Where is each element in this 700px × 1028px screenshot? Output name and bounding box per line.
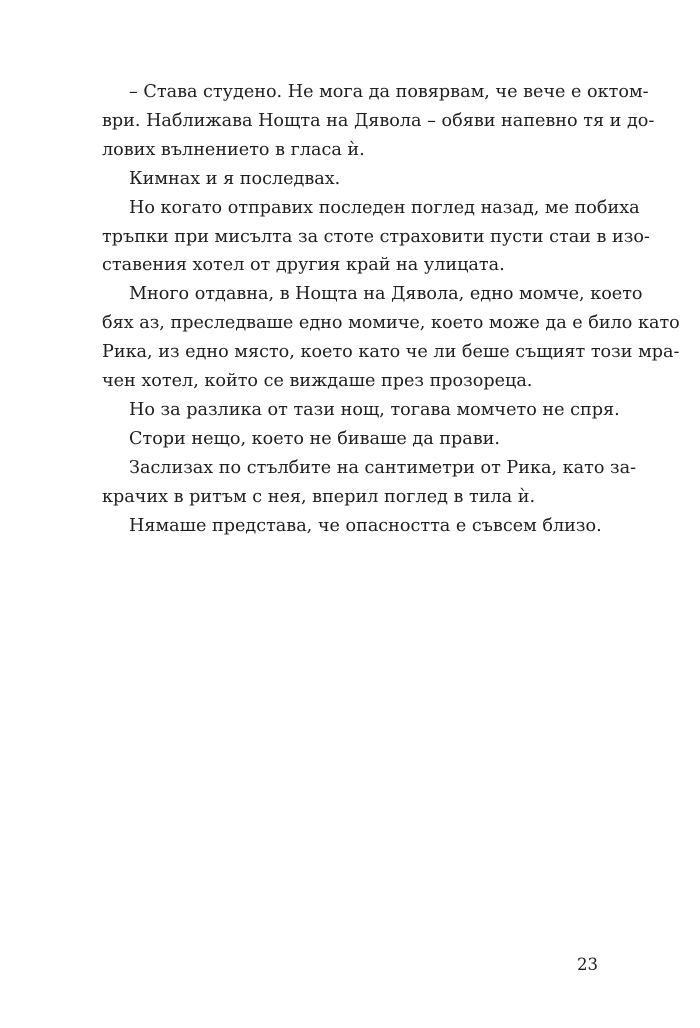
text-line: бях аз, преследваше едно момиче, което може да е било като: [102, 313, 680, 334]
text-line: Но когато отправих последен поглед назад, ме побиха: [129, 197, 640, 218]
text-line: Кимнах и я последвах.: [129, 168, 341, 189]
text-line: крачих в ритъм с нея, вперил поглед в тила ѝ.: [102, 486, 536, 507]
text-line: Нямаше представа, че опасността е съвсем близо.: [129, 515, 602, 536]
text-line: – Става студено. Не мога да повярвам, че вече е октом-: [129, 82, 649, 102]
text-line: ставения хотел от другия край на улицата.: [102, 255, 505, 276]
text-line: Рика, из едно място, което като че ли беше същият този мра-: [102, 342, 680, 363]
text-line: Заслизах по стълбите на сантиметри от Рика, като за-: [129, 457, 637, 478]
text-line: Много отдавна, в Нощта на Дявола, едно момче, което: [129, 284, 643, 305]
page-number: 23: [577, 955, 598, 974]
text-line: Но за разлика от тази нощ, тогава момчето не спря.: [129, 399, 620, 420]
text-line: ври. Наближава Нощта на Дявола – обяви напевно тя и до-: [102, 110, 655, 131]
body-text: [102, 78, 680, 541]
text-line: чен хотел, който се виждаше през прозореца.: [102, 371, 533, 392]
text-line: Стори нещо, което не биваше да прави.: [129, 428, 500, 449]
text-line: лових вълнението в гласа ѝ.: [102, 139, 365, 160]
text-line: тръпки при мисълта за стоте страховити пусти стаи в изо-: [102, 226, 650, 247]
